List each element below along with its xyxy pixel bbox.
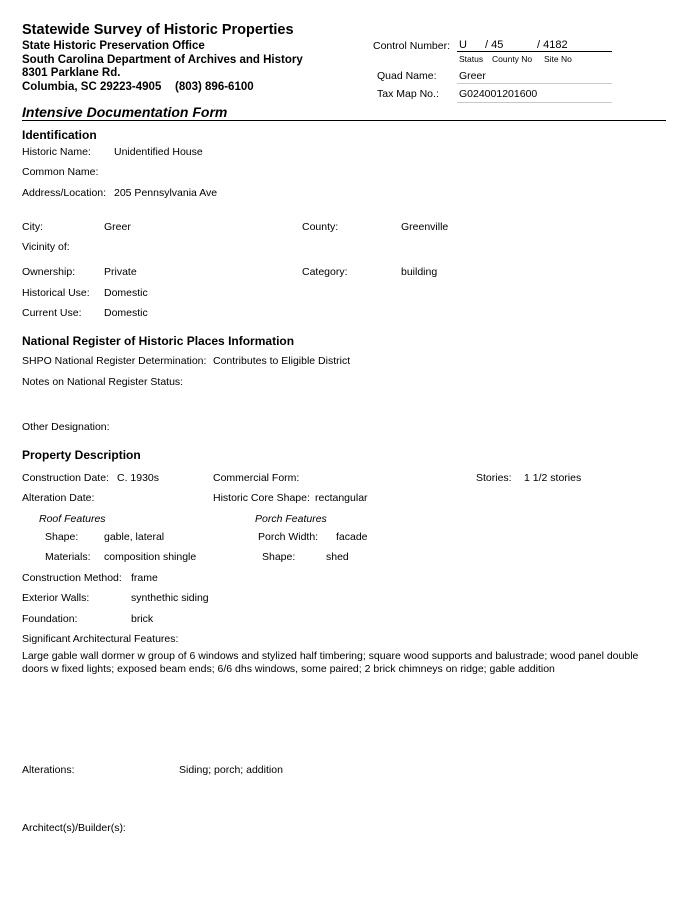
alterations-value: Siding; porch; addition [179, 764, 283, 776]
nr-notes-label: Notes on National Register Status: [22, 376, 184, 388]
common-name-label: Common Name: [22, 166, 99, 178]
porch-shape-value: shed [326, 551, 349, 563]
current-use-value: Domestic [104, 307, 148, 319]
foundation-value: brick [131, 613, 154, 625]
porch-features-heading: Porch Features [255, 513, 327, 525]
category-label: Category: [302, 266, 348, 278]
office-city: Columbia, SC 29223-4905 [22, 81, 162, 93]
control-number-label: Control Number: [373, 40, 451, 52]
office-address: 8301 Parklane Rd. [22, 67, 121, 79]
roof-shape-value: gable, lateral [104, 531, 165, 543]
site-no-caption: Site No [544, 54, 572, 64]
roof-materials-label: Materials: [45, 551, 91, 563]
county-label: County: [302, 221, 339, 233]
national-register-heading: National Register of Historic Places Information [22, 334, 295, 348]
foundation-label: Foundation: [22, 613, 78, 625]
roof-features-heading: Roof Features [39, 513, 106, 525]
core-shape-value: rectangular [315, 492, 368, 504]
quad-name-label: Quad Name: [377, 70, 437, 82]
exterior-walls-label: Exterior Walls: [22, 592, 90, 604]
status-caption: Status [459, 54, 484, 64]
historic-name-value: Unidentified House [114, 146, 203, 158]
department-name: South Carolina Department of Archives and History [22, 54, 303, 66]
nr-determination-value: Contributes to Eligible District [213, 355, 351, 367]
architect-label: Architect(s)/Builder(s): [22, 822, 126, 834]
alterations-label: Alterations: [22, 764, 75, 776]
tax-map-value: G024001201600 [459, 88, 538, 100]
control-site-no: / 4182 [537, 39, 568, 51]
category-value: building [401, 266, 438, 278]
address-label: Address/Location: [22, 187, 107, 199]
county-value: Greenville [401, 221, 449, 233]
stories-label: Stories: [476, 472, 512, 484]
form-title: Intensive Documentation Form [22, 104, 228, 120]
city-value: Greer [104, 221, 131, 233]
ownership-label: Ownership: [22, 266, 76, 278]
current-use-label: Current Use: [22, 307, 82, 319]
construction-date-value: C. 1930s [117, 472, 160, 484]
tax-map-label: Tax Map No.: [377, 88, 439, 100]
control-status: U [459, 39, 467, 51]
roof-shape-label: Shape: [45, 531, 79, 543]
ownership-value: Private [104, 266, 137, 278]
city-label: City: [22, 221, 43, 233]
nr-determination-label: SHPO National Register Determination: [22, 355, 207, 367]
address-value: 205 Pennsylvania Ave [114, 187, 218, 199]
roof-materials-value: composition shingle [104, 551, 197, 563]
core-shape-label: Historic Core Shape: [213, 492, 310, 504]
survey-title: Statewide Survey of Historic Properties [22, 22, 294, 38]
other-designation-label: Other Designation: [22, 421, 110, 433]
alteration-date-label: Alteration Date: [22, 492, 95, 504]
quad-name-underline [457, 83, 612, 84]
porch-width-value: facade [336, 531, 368, 543]
office-name: State Historic Preservation Office [22, 40, 205, 52]
features-value: Large gable wall dormer w group of 6 windows and stylized half timbering; square wood supports and balustrade; wood panel double doors w fixed lights; exposed beam ends; 6/6 dhs windows, some paired; 2 brick chimneys on ridge; gable addition [22, 650, 639, 675]
exterior-walls-value: synthethic siding [131, 592, 209, 604]
porch-width-label: Porch Width: [258, 531, 319, 543]
commercial-form-label: Commercial Form: [213, 472, 300, 484]
features-label: Significant Architectural Features: [22, 633, 179, 645]
tax-map-underline [457, 102, 612, 103]
historic-name-label: Historic Name: [22, 146, 91, 158]
property-description-heading: Property Description [22, 448, 141, 462]
control-county-no: / 45 [485, 39, 504, 51]
historical-use-value: Domestic [104, 287, 148, 299]
form-title-rule [22, 120, 666, 121]
control-number-underline [457, 51, 612, 52]
quad-name-value: Greer [459, 70, 486, 82]
historical-use-label: Historical Use: [22, 287, 90, 299]
construction-date-label: Construction Date: [22, 472, 109, 484]
stories-value: 1 1/2 stories [524, 472, 582, 484]
office-phone: (803) 896-6100 [175, 81, 254, 93]
porch-shape-label: Shape: [262, 551, 296, 563]
county-no-caption: County No [492, 54, 533, 64]
construction-method-value: frame [131, 572, 158, 584]
vicinity-label: Vicinity of: [22, 241, 70, 253]
construction-method-label: Construction Method: [22, 572, 122, 584]
identification-heading: Identification [22, 128, 97, 142]
